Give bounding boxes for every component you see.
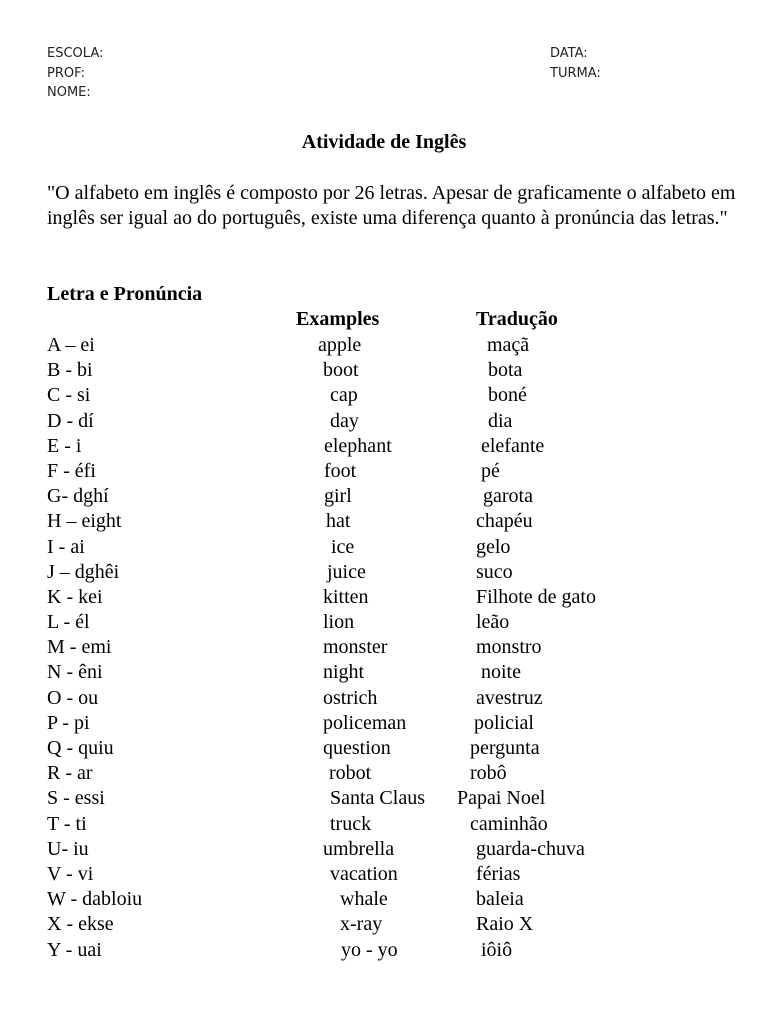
example-word: question xyxy=(323,737,391,759)
table-row xyxy=(0,862,768,887)
table-row xyxy=(0,333,768,358)
table-row xyxy=(0,409,768,434)
letter-pronunciation: T - ti xyxy=(47,812,87,835)
letter-pronunciation: V - vi xyxy=(47,862,94,885)
letter-pronunciation: Y - uai xyxy=(47,938,102,961)
letter-pronunciation: A – ei xyxy=(47,334,95,356)
table-row xyxy=(0,711,768,736)
example-word: umbrella xyxy=(323,837,395,860)
translation-word: bota xyxy=(488,359,523,382)
example-word: elephant xyxy=(324,434,392,457)
letter-pronunciation: G- dghí xyxy=(47,485,109,508)
table-row xyxy=(0,484,768,509)
column-header-translation: Tradução xyxy=(476,308,558,330)
example-word: x-ray xyxy=(340,913,383,936)
example-word: juice xyxy=(327,560,366,583)
letter-pronunciation: R - ar xyxy=(47,762,93,785)
column-header-examples: Examples xyxy=(296,308,380,330)
translation-word: maçã xyxy=(487,334,530,356)
table-row xyxy=(0,887,768,912)
translation-word: dia xyxy=(488,409,513,432)
table-row xyxy=(0,837,768,862)
translation-word: pergunta xyxy=(470,737,540,759)
translation-word: pé xyxy=(481,459,500,482)
letter-pronunciation: Q - quiu xyxy=(47,737,114,759)
example-word: hat xyxy=(326,510,351,533)
translation-word: Filhote de gato xyxy=(476,585,596,608)
intro-paragraph: "O alfabeto em inglês é composto por 26 letras. Apesar de graficamente o alfabeto em inglês ser igual ao do português, existe uma diferença quanto à pronúncia das letras." xyxy=(47,182,736,229)
translation-word: leão xyxy=(476,611,510,634)
table-row xyxy=(0,660,768,685)
letter-pronunciation: H – eight xyxy=(47,510,122,533)
example-word: boot xyxy=(323,359,359,382)
teacher-label: PROF: xyxy=(47,65,85,81)
letter-pronunciation: P - pi xyxy=(47,711,90,734)
letter-pronunciation: I - ai xyxy=(47,535,85,558)
translation-word: gelo xyxy=(476,535,511,558)
translation-word: Papai Noel xyxy=(457,787,546,810)
header-left xyxy=(47,44,103,103)
table-row xyxy=(0,912,768,937)
example-word: foot xyxy=(324,459,357,482)
table-row xyxy=(0,434,768,459)
table-row xyxy=(0,786,768,811)
example-word: Santa Claus xyxy=(330,787,425,810)
example-word: kitten xyxy=(323,585,369,608)
table-row xyxy=(0,761,768,786)
table-row xyxy=(0,812,768,837)
table-row xyxy=(0,560,768,585)
header-right xyxy=(550,44,601,83)
table-row xyxy=(0,358,768,383)
table-row xyxy=(0,535,768,560)
example-word: night xyxy=(323,661,365,684)
example-word: vacation xyxy=(330,862,398,885)
table-row xyxy=(0,635,768,660)
example-word: yo - yo xyxy=(341,938,398,961)
letter-pronunciation: J – dghêi xyxy=(47,560,120,583)
letter-pronunciation: M - emi xyxy=(47,636,112,659)
table-row xyxy=(0,585,768,610)
translation-word: férias xyxy=(476,862,521,885)
translation-word: iôiô xyxy=(481,938,513,961)
letter-pronunciation: L - él xyxy=(47,611,90,634)
translation-word: garota xyxy=(483,485,533,508)
example-word: lion xyxy=(323,611,355,634)
example-word: ice xyxy=(331,535,355,558)
section-title: Letra e Pronúncia xyxy=(47,283,203,305)
translation-word: baleia xyxy=(476,888,524,911)
translation-word: avestruz xyxy=(476,686,543,709)
letter-pronunciation: K - kei xyxy=(47,585,103,608)
letter-pronunciation: O - ou xyxy=(47,686,99,709)
letter-pronunciation: E - i xyxy=(47,434,82,457)
translation-word: suco xyxy=(476,560,513,583)
table-row xyxy=(0,459,768,484)
table-row xyxy=(0,938,768,963)
letter-pronunciation: C - si xyxy=(47,384,91,407)
translation-word: guarda-chuva xyxy=(476,837,585,860)
translation-word: policial xyxy=(474,711,534,734)
letter-pronunciation: B - bi xyxy=(47,359,93,382)
letter-pronunciation: W - dabloiu xyxy=(47,888,143,911)
table-row xyxy=(0,686,768,711)
translation-word: caminhão xyxy=(470,812,548,835)
translation-word: elefante xyxy=(481,434,545,457)
example-word: ostrich xyxy=(323,686,378,709)
table-row xyxy=(0,383,768,408)
name-label: NOME: xyxy=(47,85,91,100)
letter-pronunciation: N - êni xyxy=(47,661,103,684)
letter-pronunciation: F - éfi xyxy=(47,459,96,482)
translation-word: monstro xyxy=(476,636,542,659)
letter-pronunciation: D - dí xyxy=(47,409,94,432)
example-word: policeman xyxy=(323,711,407,734)
translation-word: noite xyxy=(481,661,521,684)
example-word: robot xyxy=(329,762,372,785)
letter-pronunciation: X - ekse xyxy=(47,913,114,936)
example-word: day xyxy=(330,409,359,432)
example-word: apple xyxy=(318,334,362,356)
school-label: ESCOLA: xyxy=(47,46,104,61)
table-row xyxy=(0,736,768,761)
date-label: DATA: xyxy=(550,46,588,61)
example-word: truck xyxy=(330,812,372,835)
example-word: cap xyxy=(330,384,358,407)
table-row xyxy=(0,509,768,534)
class-label: TURMA: xyxy=(550,65,601,81)
alphabet-table xyxy=(0,333,768,963)
translation-word: robô xyxy=(470,762,507,785)
translation-word: boné xyxy=(488,384,527,407)
table-row xyxy=(0,610,768,635)
letter-pronunciation: S - essi xyxy=(47,787,105,810)
example-word: monster xyxy=(323,636,388,659)
example-word: whale xyxy=(340,888,388,911)
translation-word: chapéu xyxy=(476,510,533,533)
translation-word: Raio X xyxy=(476,913,534,936)
page-title: Atividade de Inglês xyxy=(301,131,467,153)
letter-pronunciation: U- iu xyxy=(47,837,89,860)
example-word: girl xyxy=(324,485,352,508)
